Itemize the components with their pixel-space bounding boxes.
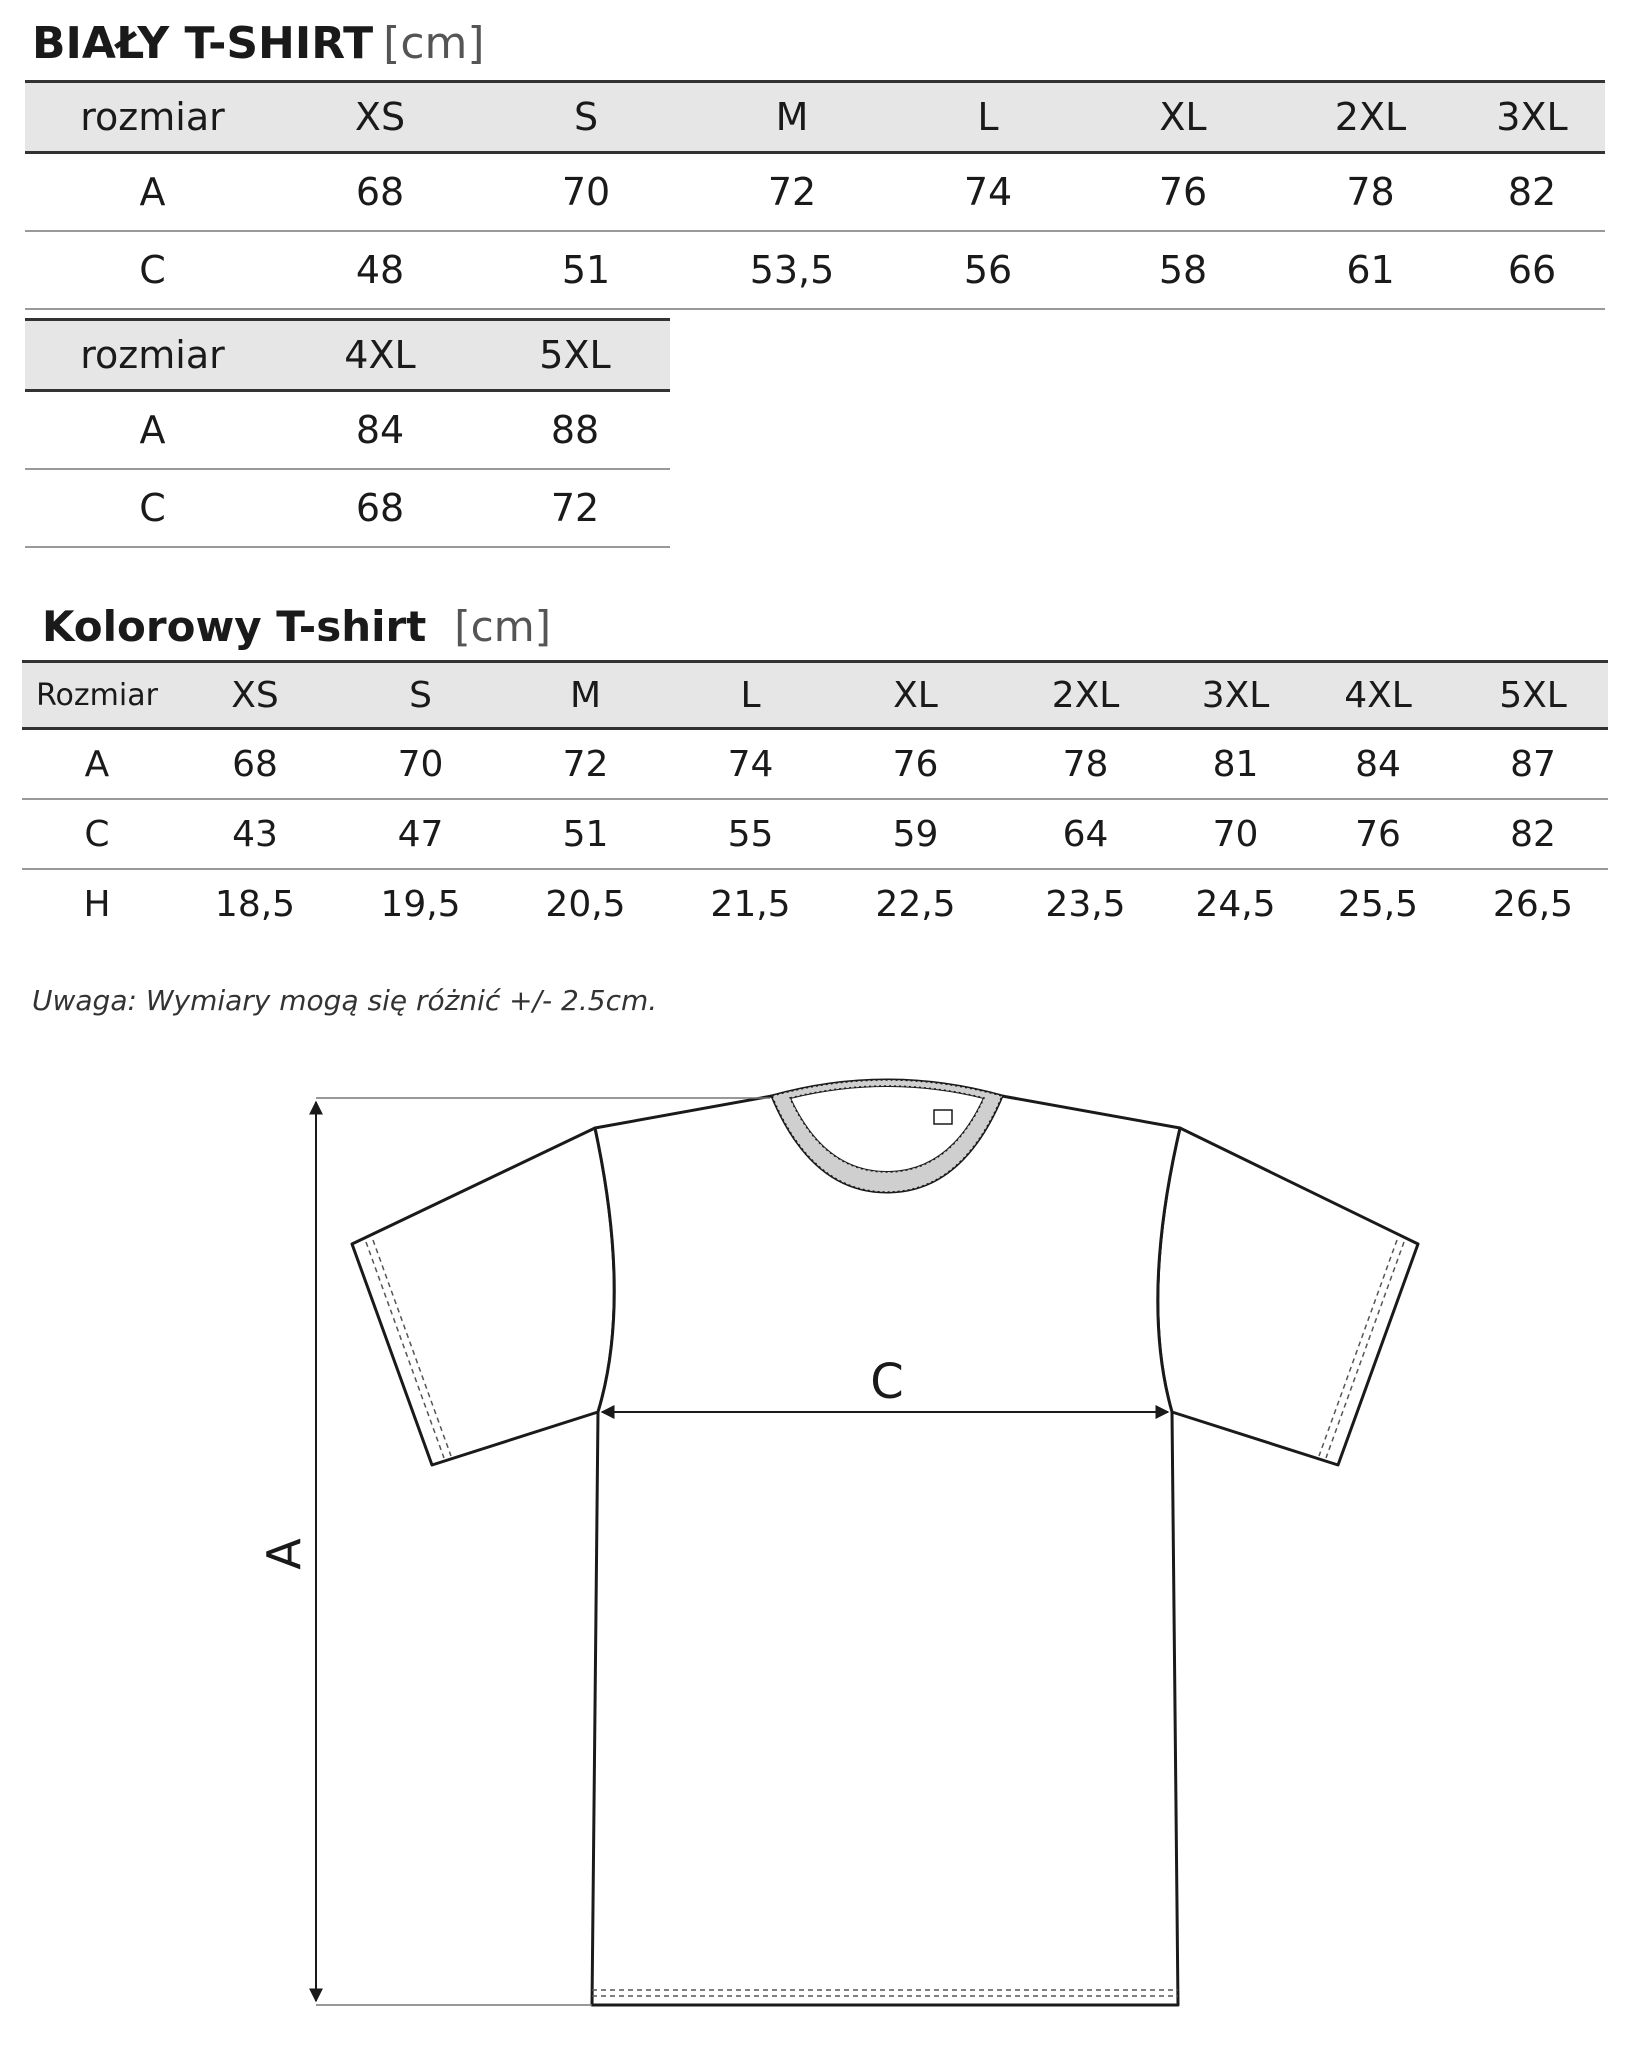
dimension-a-label: A (257, 1538, 311, 1570)
table-cell: 19,5 (380, 883, 461, 925)
table-cell: 53,5 (692, 231, 892, 309)
table-row (25, 153, 1605, 232)
table-row (25, 231, 1605, 309)
white-tshirt-title-text: BIAŁY T-SHIRT (32, 18, 374, 69)
table-row (25, 469, 670, 547)
table-cell: 87 (1458, 729, 1608, 800)
table-cell: 68 (280, 469, 480, 547)
table-cell: 20,5 (545, 883, 626, 925)
table-cell: 78 (998, 729, 1173, 800)
table-row (25, 391, 670, 470)
left-sleeve (352, 1128, 614, 1465)
tshirt-outline (352, 1096, 1418, 2005)
colored-size-table (22, 660, 1608, 938)
header-cell: 5XL (1458, 662, 1608, 729)
table-cell: 56 (892, 231, 1084, 309)
table-cell: 74 (892, 153, 1084, 232)
header-cell: L (668, 662, 833, 729)
header-cell: M (692, 82, 892, 153)
table-row (22, 729, 1608, 800)
table-row (22, 799, 1608, 869)
table-cell: 76 (1084, 153, 1282, 232)
header-cell: S (338, 662, 503, 729)
header-cell: rozmiar (25, 82, 280, 153)
table-cell: 72 (692, 153, 892, 232)
colored-tshirt-title (42, 602, 552, 651)
header-cell: L (892, 82, 1084, 153)
table-cell: 84 (1298, 729, 1458, 800)
header-cell: 4XL (1298, 662, 1458, 729)
table-cell: 48 (280, 231, 480, 309)
table-cell: 51 (480, 231, 692, 309)
header-cell: rozmiar (25, 320, 280, 391)
table-cell: 82 (1459, 153, 1605, 232)
table-cell: C (25, 469, 280, 547)
tshirt-body (592, 1096, 1180, 2005)
table-cell: 61 (1282, 231, 1459, 309)
table-cell: 70 (1173, 799, 1298, 869)
header-cell: 4XL (280, 320, 480, 391)
header-cell: 2XL (1282, 82, 1459, 153)
table-cell: 72 (503, 729, 668, 800)
colored-tshirt-unit: [cm] (454, 602, 552, 651)
white-tshirt-title (32, 18, 485, 69)
header-cell: XL (833, 662, 998, 729)
table-cell: 59 (833, 799, 998, 869)
table-cell: A (25, 153, 280, 232)
colored-size-header-row (22, 662, 1608, 729)
table-cell: H (83, 883, 111, 925)
table-cell: 88 (480, 391, 670, 470)
table-cell: 25,5 (1337, 883, 1419, 925)
table-cell: 51 (503, 799, 668, 869)
header-cell: Rozmiar (22, 662, 172, 729)
table-cell: 23,5 (1045, 883, 1126, 925)
table-cell: 84 (280, 391, 480, 470)
table-cell: 22,5 (875, 883, 956, 925)
white-size-table-large (25, 318, 670, 548)
table-cell: 24,5 (1195, 883, 1276, 925)
tshirt-measurement-diagram (0, 1060, 1632, 2048)
white-tshirt-unit: [cm] (383, 18, 485, 69)
table-cell: 18,5 (214, 883, 296, 925)
table-cell: 58 (1084, 231, 1282, 309)
table-cell: 81 (1173, 729, 1298, 800)
header-cell: XL (1084, 82, 1282, 153)
table-cell: C (22, 799, 172, 869)
table-cell: 72 (480, 469, 670, 547)
table-cell: 26,5 (1492, 883, 1574, 925)
table-cell: 70 (480, 153, 692, 232)
table-cell: A (22, 729, 172, 800)
table-cell: 64 (998, 799, 1173, 869)
table-cell: 66 (1459, 231, 1605, 309)
header-cell: 3XL (1173, 662, 1298, 729)
white-size-large-header-row (25, 320, 670, 391)
table-cell: 82 (1458, 799, 1608, 869)
table-cell: 47 (338, 799, 503, 869)
colored-tshirt-title-text: Kolorowy T-shirt (42, 602, 427, 651)
table-cell: 78 (1282, 153, 1459, 232)
table-cell: 70 (338, 729, 503, 800)
table-cell: 74 (668, 729, 833, 800)
header-cell: 3XL (1459, 82, 1605, 153)
tolerance-note: Uwaga: Wymiary mogą się różnić +/- 2.5cm. (32, 984, 658, 1017)
table-cell: A (25, 391, 280, 470)
header-cell: XS (280, 82, 480, 153)
dimension-c-label: C (870, 1354, 904, 1410)
table-cell: 43 (172, 799, 338, 869)
header-cell: XS (172, 662, 338, 729)
table-cell: 68 (172, 729, 338, 800)
table-cell: C (25, 231, 280, 309)
right-sleeve (1158, 1128, 1418, 1465)
table-cell: 76 (833, 729, 998, 800)
table-row (22, 869, 1608, 938)
table-cell: 55 (668, 799, 833, 869)
header-cell: M (503, 662, 668, 729)
header-cell: 5XL (480, 320, 670, 391)
table-cell: 68 (280, 153, 480, 232)
header-cell: S (480, 82, 692, 153)
table-cell: 76 (1298, 799, 1458, 869)
white-size-header-row (25, 82, 1605, 153)
white-size-table (25, 80, 1605, 310)
table-cell: 21,5 (710, 883, 791, 925)
header-cell: 2XL (998, 662, 1173, 729)
